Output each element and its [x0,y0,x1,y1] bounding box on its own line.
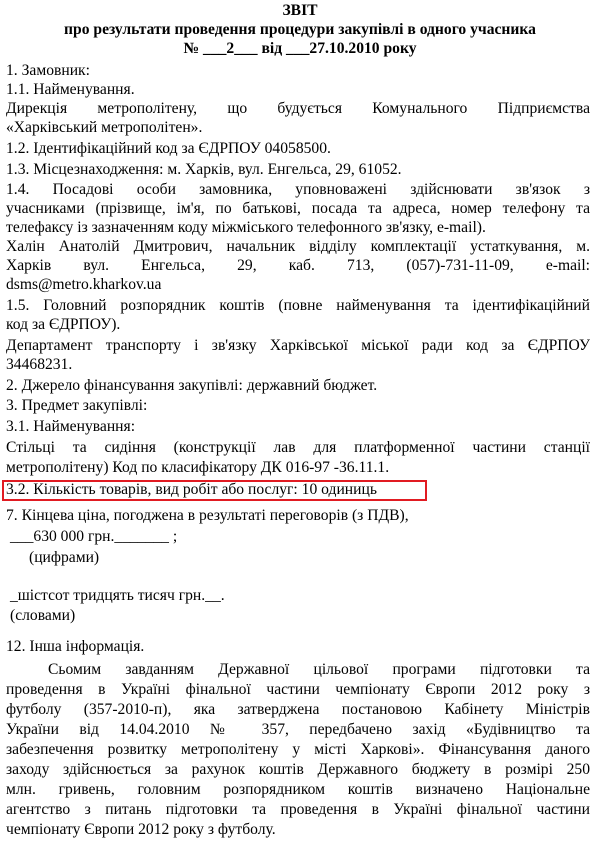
customer-location: 1.3. Місцезнаходження: м. Харків, вул. Енгельса, 29, 61052. [6,161,402,178]
contact-line1: Халін Анатолій Дмитрович, начальник відділу комплектації устаткування, м. [6,238,590,255]
customer-code: 1.2. Ідентифікаційний код за ЄДРПОУ 04058500. [6,140,331,157]
contact-line2: Харків вул. Енгельса, 29, каб. 713, (057)-731-11-09, e-mail: [6,257,590,274]
customer-officials-line2: учасниками (прізвище, ім'я, по батькові, посада та адреса, номер телефону та [6,200,590,217]
other-info-line: забезпечення розвитку метрополітену у місті Харкові». Фінансування даного [6,741,590,758]
customer-name-label: 1.1. Найменування. [6,81,135,98]
price-words-caption: (словами) [10,607,76,624]
contact-email: dsms@metro.kharkov.ua [6,276,162,293]
other-info-line: заходу здійснюється за рахунок коштів Державного бюджету в розмірі 250 [6,761,590,778]
customer-officials-line3: телефаксу із зазначенням коду міжміського телефонного зв'язку, e-mail). [6,219,486,236]
subject-name-label: 3.1. Найменування: [6,418,136,435]
section-subject: 3. Предмет закупівлі: [6,397,148,414]
other-info-line: України від 14.04.2010 № 357, передбачено захід «Будівництво та [6,721,590,738]
manager-line2: код за ЄДРПОУ). [6,316,121,333]
section-customer: 1. Замовник: [6,62,90,79]
customer-name-line2: «Харківський метрополітен». [6,119,203,136]
funding-source: 2. Джерело фінансування закупівлі: державний бюджет. [6,377,378,394]
report-subtitle: про результати проведення процедури закупівлі в одного учасника [64,21,536,38]
price-words: _шістсот тридцять тисяч грн.__. [10,587,225,604]
other-info-label: 12. Інша інформація. [6,638,145,655]
price-digits: ___630 000 грн._______ ; [10,528,178,545]
manager-line4: 34468231. [6,356,73,373]
other-info-line: чемпіонату Європи 2012 року з футболу. [6,821,276,838]
manager-line3: Департамент транспорту і зв'язку Харківської міської ради код за ЄДРПОУ [6,337,590,354]
other-info-line: млн. гривень, головним розпорядником коштів визначено Національне [6,781,590,798]
subject-name-line1: Стільці та сидіння (конструкції лав для платформенної частини станції [6,439,590,456]
subject-quantity: 3.2. Кількість товарів, вид робіт або послуг: 10 одиниць [6,481,377,498]
other-info-line: проведення в Україні фінальної частини чемпіонату Європи 2012 року з [6,681,590,698]
customer-officials-line1: 1.4. Посадові особи замовника, уповноважені здійснювати зв'язок з [6,181,590,198]
customer-name-line1: Дирекція метрополітену, що будується Комунального Підприємства [6,100,590,117]
report-number-line: № ___2___ від ___27.10.2010 року [183,40,417,57]
other-info-line: Сьомим завданням Державної цільової програми підготовки та [48,661,590,678]
report-title: ЗВІТ [282,2,318,19]
price-label: 7. Кінцева ціна, погоджена в результаті переговорів (з ПДВ), [6,507,409,524]
subject-name-line2: метрополітену) Код по класифікатору ДК 016-97 -36.11.1. [6,459,390,476]
other-info-line: агентство з питань підготовки та проведення в Україні фінальної частини [6,801,590,818]
manager-line1: 1.5. Головний розпорядник коштів (повне найменування та ідентифікаційний [6,297,590,314]
other-info-line: футболу (357-2010-п), яка затверджена постановою Кабінету Міністрів [6,701,590,718]
price-digits-caption: (цифрами) [29,549,100,566]
